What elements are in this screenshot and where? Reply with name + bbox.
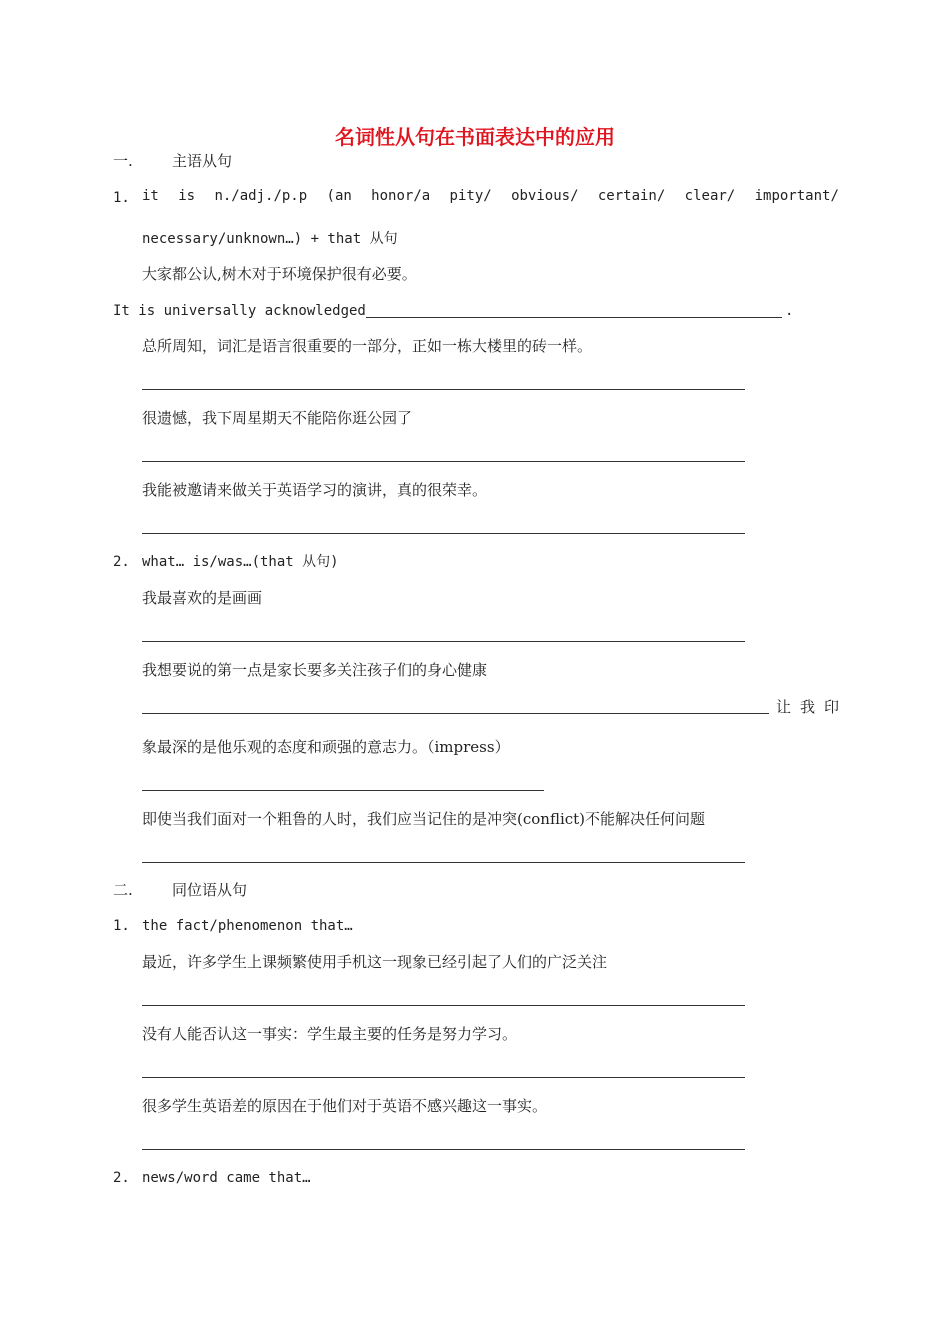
- prompt-s2-1-2: 没有人能否认这一事实：学生最主要的任务是努力学习。: [142, 1025, 518, 1043]
- item-2-number: 2.: [113, 554, 130, 570]
- pattern-word: important/: [754, 188, 839, 204]
- answer-blank[interactable]: [142, 713, 769, 714]
- prompt-1-4: 我能被邀请来做关于英语学习的演讲，真的很荣幸。: [142, 481, 488, 499]
- prompt-char: 我: [799, 698, 815, 716]
- pattern-word: n./adj./p.p: [214, 188, 308, 204]
- page-title: 名词性从句在书面表达中的应用: [335, 125, 615, 149]
- prompt-1-2: 总所周知，词汇是语言很重要的一部分，正如一栋大楼里的砖一样。: [142, 337, 593, 355]
- answer-blank[interactable]: [142, 790, 544, 791]
- pattern-word: obvious/: [511, 188, 579, 204]
- answer-blank[interactable]: [142, 862, 745, 863]
- prompt-char: 让: [776, 698, 792, 716]
- section-2-item-2-number: 2.: [113, 1170, 130, 1186]
- pattern-word: it: [142, 188, 159, 204]
- prompt-2-4: 即使当我们面对一个粗鲁的人时，我们应当记住的是冲突(conflict)不能解决任何问题: [142, 810, 706, 828]
- answer-1-1-prefix: It is universally acknowledged: [113, 303, 366, 319]
- answer-blank[interactable]: [142, 1149, 745, 1150]
- answer-blank[interactable]: [142, 533, 745, 534]
- pattern-word: honor/a: [371, 188, 431, 204]
- answer-blank[interactable]: [142, 1077, 745, 1078]
- pattern-word: pity/: [449, 188, 492, 204]
- prompt-2-3-continued: 象最深的是他乐观的态度和顽强的意志力。（impress）: [142, 738, 510, 756]
- prompt-char: 印: [823, 698, 839, 716]
- answer-blank[interactable]: [142, 461, 745, 462]
- section-1-number: 一.: [113, 152, 133, 170]
- prompt-1-3: 很遗憾，我下周星期天不能陪你逛公园了: [142, 409, 413, 427]
- section-2-item-1-number: 1.: [113, 918, 130, 934]
- prompt-2-2: 我想要说的第一点是家长要多关注孩子们的身心健康: [142, 661, 488, 679]
- item-1-pattern-line: [142, 188, 839, 204]
- pattern-word: certain/: [597, 188, 666, 204]
- answer-blank[interactable]: [142, 641, 745, 642]
- section-2-item-1-pattern: the fact/phenomenon that…: [142, 918, 353, 934]
- section-2-item-2-pattern: news/word came that…: [142, 1170, 311, 1186]
- prompt-2-3-start: [776, 696, 839, 717]
- pattern-word: (an: [326, 188, 352, 204]
- section-1-heading: 主语从句: [172, 152, 233, 170]
- prompt-s2-1-1: 最近，许多学生上课频繁使用手机这一现象已经引起了人们的广泛关注: [142, 953, 608, 971]
- prompt-s2-1-3: 很多学生英语差的原因在于他们对于英语不感兴趣这一事实。: [142, 1097, 548, 1115]
- answer-blank[interactable]: [366, 317, 782, 318]
- item-1-pattern-continued: necessary/unknown…) + that 从句: [142, 231, 398, 247]
- prompt-2-1: 我最喜欢的是画画: [142, 589, 263, 607]
- item-2-pattern: what… is/was…(that 从句): [142, 554, 339, 570]
- prompt-1-1: 大家都公认,树木对于环境保护很有必要。: [142, 265, 417, 283]
- pattern-word: clear/: [684, 188, 736, 204]
- section-2-number: 二.: [113, 881, 133, 899]
- answer-blank[interactable]: [142, 1005, 745, 1006]
- answer-blank[interactable]: [142, 389, 745, 390]
- pattern-word: is: [178, 188, 196, 204]
- section-2-heading: 同位语从句: [172, 881, 248, 899]
- item-1-number: 1.: [113, 190, 130, 206]
- answer-1-1-suffix: .: [785, 303, 794, 319]
